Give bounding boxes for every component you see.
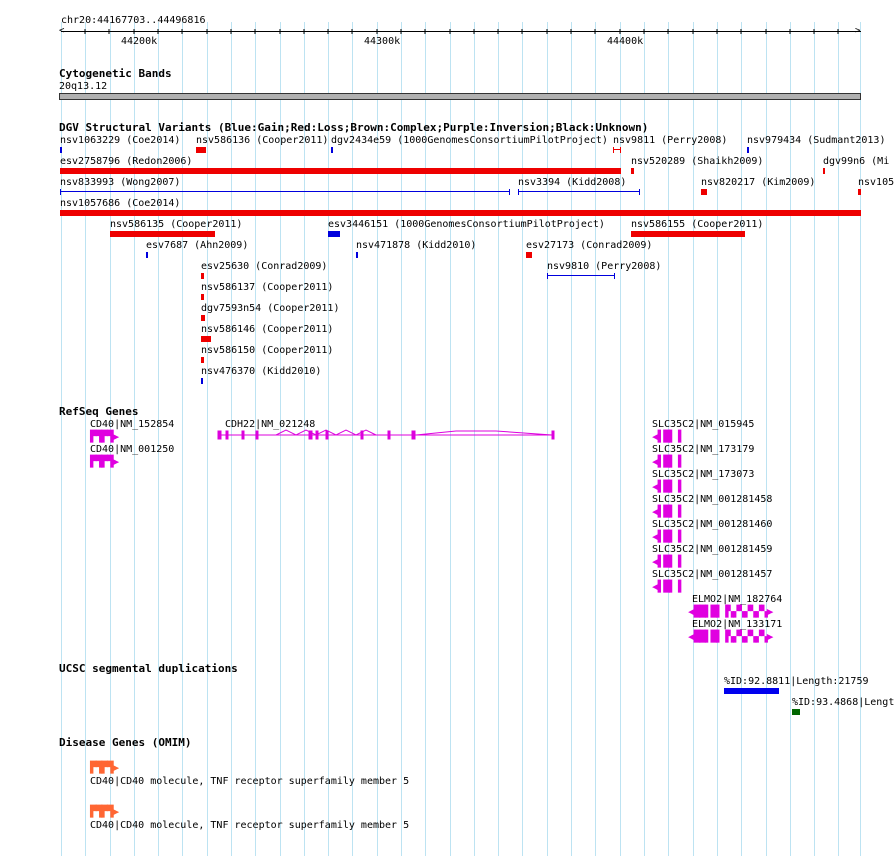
- grid-line: [717, 22, 718, 856]
- dgv-gain-bar[interactable]: [60, 147, 62, 153]
- segdup-track-title[interactable]: UCSC segmental duplications: [59, 662, 238, 675]
- segdup-bar[interactable]: [724, 688, 779, 694]
- segdup-label[interactable]: %ID:92.8811|Length:21759: [724, 676, 869, 687]
- dgv-gain-bar[interactable]: [328, 231, 340, 237]
- refseq-gene-label[interactable]: SLC35C2|NM_001281457: [652, 569, 773, 580]
- gene-model-slc35c2[interactable]: ◀▌█▌▐: [652, 580, 681, 593]
- refseq-gene-label[interactable]: SLC35C2|NM_001281460: [652, 519, 773, 530]
- grid-line: [814, 22, 815, 856]
- dgv-loss-bar[interactable]: [60, 168, 621, 174]
- dgv-feature-label[interactable]: nsv833993 (Wong2007): [60, 177, 181, 188]
- dgv-loss-range[interactable]: [613, 147, 621, 153]
- dgv-feature-label[interactable]: nsv9810 (Perry2008): [547, 261, 662, 272]
- grid-line: [158, 22, 159, 856]
- dgv-gain-range[interactable]: [60, 189, 510, 195]
- dgv-feature-label[interactable]: nsv586135 (Cooper2011): [110, 219, 243, 230]
- cytoband-bar[interactable]: [59, 93, 861, 100]
- gene-model-slc35c2[interactable]: ◀▌█▌▐: [652, 505, 681, 518]
- dgv-gain-bar[interactable]: [201, 378, 203, 384]
- gene-model-cd40[interactable]: ▛▜▛▜▶: [90, 430, 119, 443]
- dgv-loss-bar[interactable]: [823, 168, 825, 174]
- dgv-gain-bar[interactable]: [747, 147, 749, 153]
- gene-model-cd40[interactable]: ▛▜▛▜▶: [90, 455, 119, 468]
- gene-model-slc35c2[interactable]: ◀▌█▌▐: [652, 555, 681, 568]
- refseq-gene-label[interactable]: ELMO2|NM_133171: [692, 619, 783, 630]
- ruler-left-arrow: <: [59, 26, 65, 36]
- dgv-gain-range[interactable]: [518, 189, 640, 195]
- dgv-gain-bar[interactable]: [356, 252, 358, 258]
- omim-gene-label[interactable]: CD40|CD40 molecule, TNF receptor superfamily member 5: [90, 776, 410, 787]
- refseq-gene-label[interactable]: ELMO2|NM_182764: [692, 594, 783, 605]
- grid-line: [860, 22, 861, 856]
- dgv-feature-label[interactable]: dgv2434e59 (1000GenomesConsortiumPilotProject): [331, 135, 608, 146]
- dgv-feature-label[interactable]: esv25630 (Conrad2009): [201, 261, 328, 272]
- dgv-loss-bar[interactable]: [201, 336, 211, 342]
- dgv-loss-bar[interactable]: [201, 357, 204, 363]
- grid-line: [85, 22, 86, 856]
- dgv-feature-label[interactable]: nsv9811 (Perry2008): [613, 135, 728, 146]
- dgv-gain-bar[interactable]: [331, 147, 333, 153]
- ruler-ticks: [61, 27, 861, 36]
- refseq-gene-label[interactable]: SLC35C2|NM_173073: [652, 469, 755, 480]
- grid-line: [595, 22, 596, 856]
- dgv-loss-bar[interactable]: [701, 189, 707, 195]
- dgv-loss-bar[interactable]: [196, 147, 206, 153]
- grid-line: [134, 22, 135, 856]
- gene-model-slc35c2[interactable]: ◀▌█▌▐: [652, 530, 681, 543]
- dgv-feature-label[interactable]: nsv105: [858, 177, 894, 188]
- omim-gene-label[interactable]: CD40|CD40 molecule, TNF receptor superfamily member 5: [90, 820, 410, 831]
- dgv-feature-label[interactable]: nsv586155 (Cooper2011): [631, 219, 764, 230]
- refseq-track-title[interactable]: RefSeq Genes: [59, 405, 139, 418]
- dgv-loss-bar[interactable]: [201, 315, 205, 321]
- dgv-gain-range[interactable]: [547, 273, 615, 279]
- dgv-feature-label[interactable]: nsv586136 (Cooper2011): [196, 135, 329, 146]
- refseq-gene-label[interactable]: SLC35C2|NM_001281459: [652, 544, 773, 555]
- dgv-loss-bar[interactable]: [110, 231, 215, 237]
- refseq-gene-label[interactable]: CDH22|NM_021248: [225, 419, 316, 430]
- cytoband-label: 20q13.12: [59, 81, 108, 92]
- dgv-feature-label[interactable]: nsv586146 (Cooper2011): [201, 324, 334, 335]
- omim-gene-model[interactable]: ▛▜▛▜▶: [90, 805, 119, 818]
- dgv-feature-label[interactable]: nsv586137 (Cooper2011): [201, 282, 334, 293]
- refseq-gene-label[interactable]: CD40|NM_152854: [90, 419, 175, 430]
- dgv-gain-bar[interactable]: [146, 252, 148, 258]
- grid-line: [207, 22, 208, 856]
- dgv-loss-bar[interactable]: [858, 189, 861, 195]
- dgv-loss-bar[interactable]: [631, 168, 634, 174]
- segdup-bar[interactable]: [792, 709, 800, 715]
- dgv-feature-label[interactable]: dgv7593n54 (Cooper2011): [201, 303, 340, 314]
- dgv-feature-label[interactable]: nsv476370 (Kidd2010): [201, 366, 322, 377]
- dgv-feature-label[interactable]: nsv520289 (Shaikh2009): [631, 156, 764, 167]
- grid-line: [693, 22, 694, 856]
- gene-model-slc35c2[interactable]: ◀▌█▌▐: [652, 430, 681, 443]
- grid-line: [644, 22, 645, 856]
- dgv-feature-label[interactable]: nsv1057686 (Coe2014): [60, 198, 181, 209]
- grid-line: [838, 22, 839, 856]
- dgv-feature-label[interactable]: esv27173 (Conrad2009): [526, 240, 653, 251]
- refseq-gene-label[interactable]: SLC35C2|NM_173179: [652, 444, 755, 455]
- dgv-feature-label[interactable]: nsv820217 (Kim2009): [701, 177, 816, 188]
- segdup-label[interactable]: %ID:93.4868|Lengt: [792, 697, 894, 708]
- dgv-feature-label[interactable]: nsv1063229 (Coe2014): [60, 135, 181, 146]
- dgv-loss-bar[interactable]: [201, 294, 204, 300]
- dgv-feature-label[interactable]: nsv471878 (Kidd2010): [356, 240, 477, 251]
- dgv-feature-label[interactable]: dgv99n6 (Mi: [823, 156, 890, 167]
- dgv-feature-label[interactable]: nsv3394 (Kidd2008): [518, 177, 627, 188]
- dgv-loss-bar[interactable]: [60, 210, 861, 216]
- ruler-tick-label: 44400k: [607, 36, 644, 47]
- ruler-right-arrow: >: [855, 26, 861, 36]
- omim-gene-model[interactable]: ▛▜▛▜▶: [90, 761, 119, 774]
- grid-line: [182, 22, 183, 856]
- omim-track-title[interactable]: Disease Genes (OMIM): [59, 736, 192, 749]
- grid-line: [571, 22, 572, 856]
- grid-line: [766, 22, 767, 856]
- gene-model-cdh22[interactable]: [216, 428, 556, 442]
- grid-line: [790, 22, 791, 856]
- dgv-feature-label[interactable]: esv3446151 (1000GenomesConsortiumPilotProject): [328, 219, 605, 230]
- gene-model-elmo2[interactable]: ◀██▌█▌▐▚▞▚▞▚▞▚▶: [688, 605, 773, 618]
- grid-line: [741, 22, 742, 856]
- dgv-feature-label[interactable]: esv2758796 (Redon2006): [60, 156, 193, 167]
- cytoband-track-title[interactable]: Cytogenetic Bands: [59, 67, 172, 80]
- dgv-loss-bar[interactable]: [631, 231, 745, 237]
- dgv-feature-label[interactable]: nsv979434 (Sudmant2013): [747, 135, 886, 146]
- dgv-feature-label[interactable]: esv7687 (Ahn2009): [146, 240, 249, 251]
- dgv-feature-label[interactable]: nsv586150 (Cooper2011): [201, 345, 334, 356]
- gene-model-slc35c2[interactable]: ◀▌█▌▐: [652, 480, 681, 493]
- dgv-loss-bar[interactable]: [201, 273, 204, 279]
- dgv-track-title[interactable]: DGV Structural Variants (Blue:Gain;Red:Loss;Brown:Complex;Purple:Inversion;Black:Unknown): [59, 121, 649, 134]
- gene-model-slc35c2[interactable]: ◀▌█▌▐: [652, 455, 681, 468]
- refseq-gene-label[interactable]: CD40|NM_001250: [90, 444, 175, 455]
- ruler-region-label: chr20:44167703..44496816: [61, 15, 206, 26]
- gene-model-elmo2[interactable]: ◀██▌█▌▐▚▞▚▞▚▞▚▶: [688, 630, 773, 643]
- ruler-tick-label: 44300k: [364, 36, 401, 47]
- ruler-tick-label: 44200k: [121, 36, 158, 47]
- refseq-gene-label[interactable]: SLC35C2|NM_015945: [652, 419, 755, 430]
- dgv-loss-bar[interactable]: [526, 252, 532, 258]
- refseq-gene-label[interactable]: SLC35C2|NM_001281458: [652, 494, 773, 505]
